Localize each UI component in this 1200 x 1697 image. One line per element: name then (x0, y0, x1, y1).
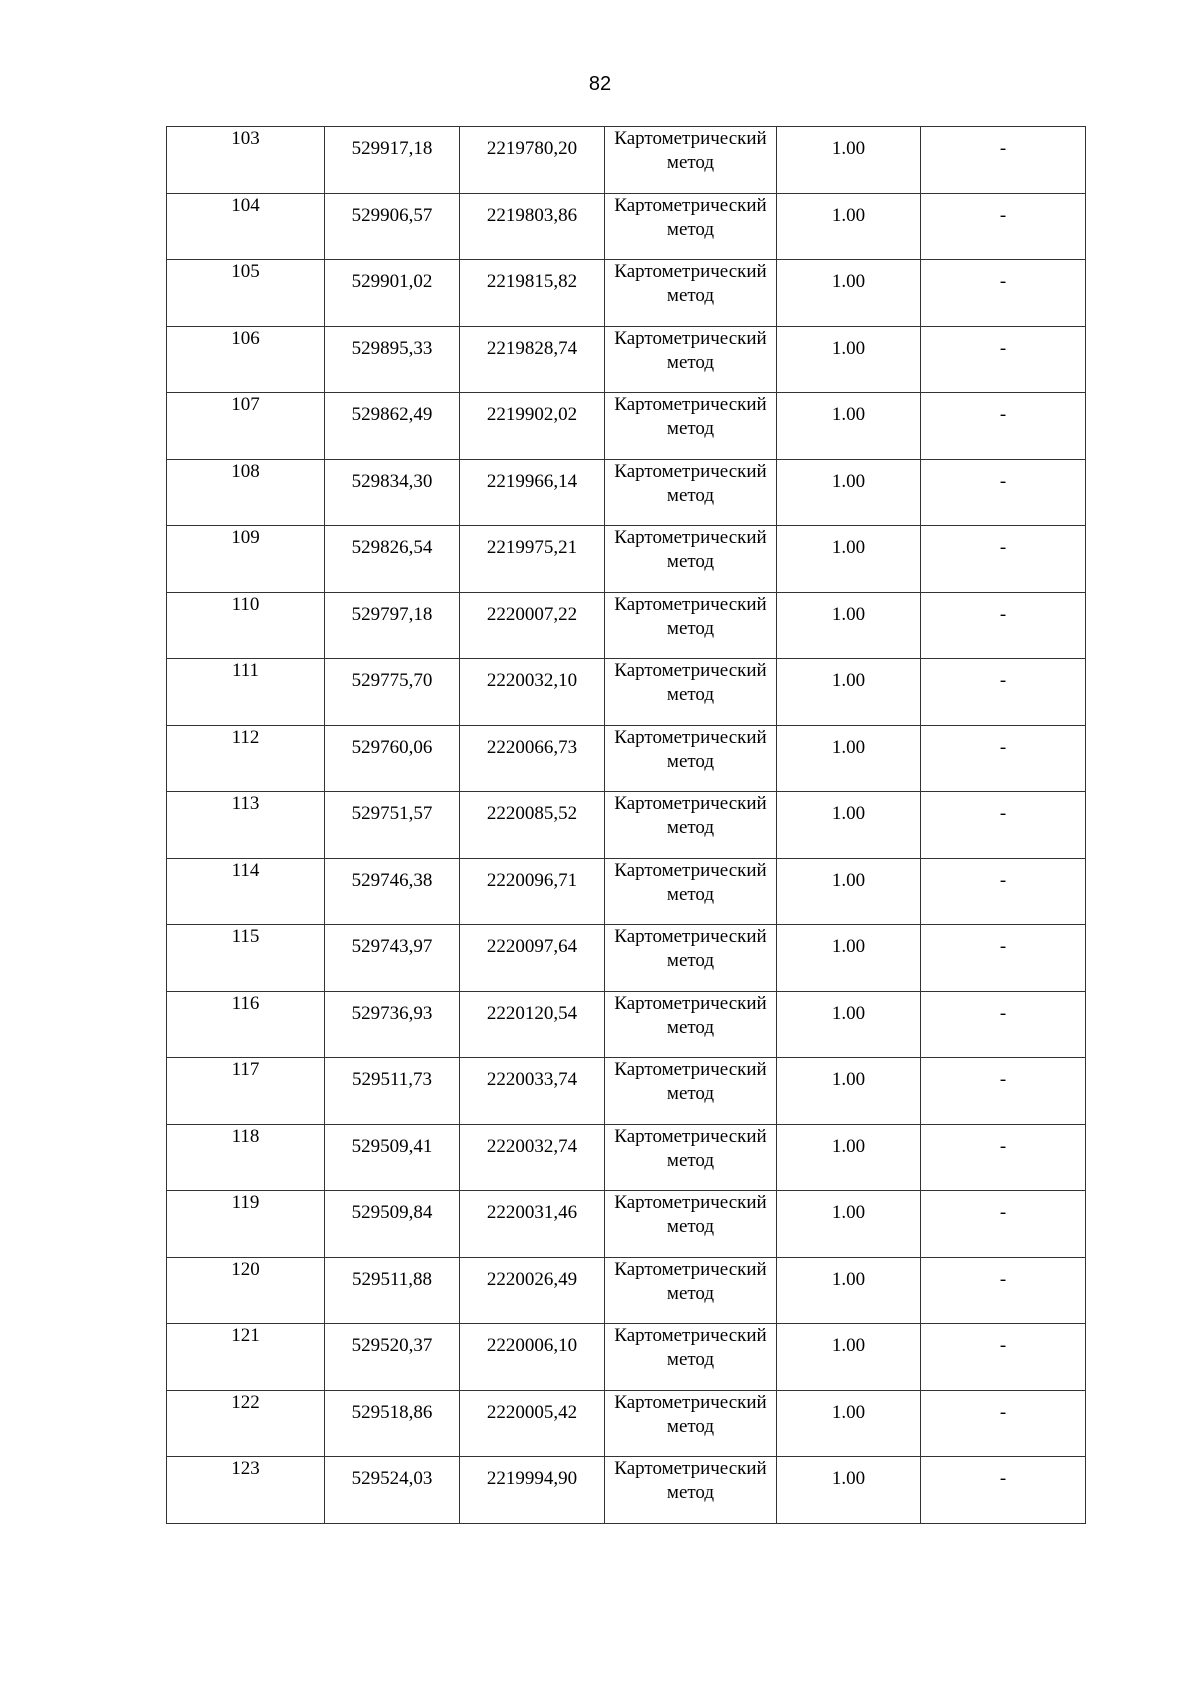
point-number-cell (167, 1191, 325, 1258)
method-line-1: Картометрический (614, 128, 767, 149)
method-line-2: метод (666, 1349, 715, 1370)
point-number: 119 (231, 1192, 260, 1213)
point-number-cell (167, 991, 325, 1058)
y-coordinate: 2220032,10 (486, 670, 578, 691)
x-coordinate: 529524,03 (351, 1468, 433, 1489)
note-cell (921, 459, 1086, 526)
y-coordinate-cell (460, 991, 605, 1058)
accuracy-cell (777, 1191, 921, 1258)
point-number-cell (167, 1257, 325, 1324)
point-number-cell (167, 127, 325, 194)
note-value: - (999, 470, 1007, 492)
note-value: - (999, 271, 1007, 292)
accuracy-value: 1.00 (831, 1268, 866, 1290)
table-row (167, 193, 1086, 260)
point-number-cell (167, 792, 325, 859)
accuracy-value: 1.00 (831, 1135, 866, 1157)
method-line-1: Картометрический (614, 327, 767, 349)
x-coordinate: 529901,02 (351, 271, 433, 292)
accuracy-value: 1.00 (831, 1202, 866, 1223)
y-coordinate: 2220097,64 (486, 936, 578, 957)
point-number: 108 (231, 460, 260, 482)
point-number: 116 (231, 992, 260, 1014)
y-coordinate: 2220120,54 (486, 1002, 578, 1024)
x-coordinate: 529518,86 (351, 1401, 433, 1423)
method-cell (605, 592, 777, 659)
y-coordinate: 2220032,74 (486, 1135, 578, 1157)
point-number: 123 (231, 1458, 260, 1479)
point-number-cell (167, 1390, 325, 1457)
y-coordinate-cell (460, 725, 605, 792)
method-cell (605, 1191, 777, 1258)
x-coordinate-cell (325, 725, 460, 792)
method-cell (605, 1058, 777, 1125)
x-coordinate: 529746,38 (351, 869, 433, 891)
x-coordinate-cell (325, 1324, 460, 1391)
y-coordinate: 2219828,74 (486, 337, 578, 359)
accuracy-cell (777, 725, 921, 792)
point-number: 117 (231, 1059, 260, 1080)
method-cell (605, 393, 777, 460)
accuracy-cell (777, 127, 921, 194)
x-coordinate: 529511,88 (351, 1268, 433, 1290)
point-number: 114 (231, 859, 260, 881)
method-line-1: Картометрический (614, 793, 767, 814)
method-line-2: метод (666, 950, 715, 971)
accuracy-value: 1.00 (831, 1002, 866, 1024)
point-number: 110 (231, 593, 260, 615)
accuracy-cell (777, 792, 921, 859)
method-line-2: метод (666, 1149, 715, 1171)
x-coordinate: 529511,73 (351, 1069, 433, 1090)
note-cell (921, 526, 1086, 593)
x-coordinate-cell (325, 127, 460, 194)
note-value: - (999, 736, 1007, 758)
accuracy-cell (777, 1058, 921, 1125)
method-cell (605, 858, 777, 925)
y-coordinate-cell (460, 659, 605, 726)
point-number: 113 (231, 793, 260, 814)
accuracy-value: 1.00 (831, 138, 866, 159)
method-line-2: метод (666, 617, 715, 639)
accuracy-cell (777, 1390, 921, 1457)
x-coordinate-cell (325, 858, 460, 925)
note-value: - (999, 803, 1007, 824)
point-number-cell (167, 526, 325, 593)
method-line-1: Картометрический (614, 527, 767, 548)
table-row (167, 925, 1086, 992)
note-value: - (999, 603, 1007, 625)
table-row (167, 1390, 1086, 1457)
table-row (167, 1191, 1086, 1258)
x-coordinate: 529826,54 (351, 537, 433, 558)
accuracy-value: 1.00 (831, 1401, 866, 1423)
y-coordinate: 2220005,42 (486, 1401, 578, 1423)
method-line-2: метод (666, 750, 715, 772)
note-cell (921, 991, 1086, 1058)
x-coordinate-cell (325, 393, 460, 460)
method-cell (605, 1257, 777, 1324)
x-coordinate: 529760,06 (351, 736, 433, 758)
method-line-1: Картометрический (614, 1458, 767, 1479)
x-coordinate-cell (325, 991, 460, 1058)
method-line-2: метод (666, 484, 715, 506)
accuracy-value: 1.00 (831, 869, 866, 891)
method-line-1: Картометрический (614, 726, 767, 748)
x-coordinate: 529520,37 (351, 1335, 433, 1356)
table-row (167, 1124, 1086, 1191)
table-row (167, 659, 1086, 726)
note-cell (921, 1324, 1086, 1391)
table-row (167, 991, 1086, 1058)
page-number: 82 (588, 73, 612, 95)
note-value: - (999, 204, 1007, 226)
y-coordinate: 2219902,02 (486, 404, 578, 425)
method-line-2: метод (666, 883, 715, 905)
x-coordinate-cell (325, 526, 460, 593)
point-number: 111 (231, 660, 260, 681)
accuracy-value: 1.00 (831, 603, 866, 625)
x-coordinate-cell (325, 659, 460, 726)
y-coordinate: 2219815,82 (486, 271, 578, 292)
table-row (167, 526, 1086, 593)
accuracy-cell (777, 1324, 921, 1391)
y-coordinate: 2219994,90 (486, 1468, 578, 1489)
note-cell (921, 858, 1086, 925)
point-number: 112 (231, 726, 260, 748)
note-cell (921, 1457, 1086, 1524)
x-coordinate-cell (325, 459, 460, 526)
method-line-1: Картометрический (614, 1258, 767, 1280)
accuracy-cell (777, 260, 921, 327)
y-coordinate-cell (460, 1457, 605, 1524)
point-number-cell (167, 925, 325, 992)
y-coordinate-cell (460, 1058, 605, 1125)
accuracy-value: 1.00 (831, 204, 866, 226)
table-row (167, 858, 1086, 925)
method-cell (605, 725, 777, 792)
point-number: 120 (231, 1258, 260, 1280)
x-coordinate-cell (325, 326, 460, 393)
point-number: 115 (231, 926, 260, 947)
point-number: 121 (231, 1325, 260, 1346)
y-coordinate: 2220066,73 (486, 736, 578, 758)
note-cell (921, 260, 1086, 327)
x-coordinate: 529736,93 (351, 1002, 433, 1024)
note-cell (921, 393, 1086, 460)
y-coordinate: 2220085,52 (486, 803, 578, 824)
coordinates-table (166, 126, 1086, 1524)
x-coordinate-cell (325, 592, 460, 659)
accuracy-value: 1.00 (831, 736, 866, 758)
note-cell (921, 326, 1086, 393)
table-row (167, 326, 1086, 393)
x-coordinate: 529775,70 (351, 670, 433, 691)
table-row (167, 1058, 1086, 1125)
y-coordinate-cell (460, 592, 605, 659)
x-coordinate: 529743,97 (351, 936, 433, 957)
point-number-cell (167, 459, 325, 526)
x-coordinate: 529751,57 (351, 803, 433, 824)
accuracy-cell (777, 659, 921, 726)
note-cell (921, 193, 1086, 260)
y-coordinate: 2220031,46 (486, 1202, 578, 1223)
note-cell (921, 1257, 1086, 1324)
y-coordinate: 2219966,14 (486, 470, 578, 492)
note-value: - (999, 670, 1007, 691)
method-line-2: метод (666, 152, 715, 173)
y-coordinate: 2219780,20 (486, 138, 578, 159)
method-line-1: Картометрический (614, 261, 767, 282)
point-number-cell (167, 1124, 325, 1191)
method-line-2: метод (666, 1415, 715, 1437)
x-coordinate: 529906,57 (351, 204, 433, 226)
x-coordinate-cell (325, 1191, 460, 1258)
accuracy-value: 1.00 (831, 470, 866, 492)
note-value: - (999, 337, 1007, 359)
accuracy-value: 1.00 (831, 537, 866, 558)
point-number-cell (167, 1058, 325, 1125)
method-line-1: Картометрический (614, 593, 767, 615)
method-line-2: метод (666, 1216, 715, 1237)
x-coordinate-cell (325, 925, 460, 992)
y-coordinate-cell (460, 925, 605, 992)
y-coordinate-cell (460, 127, 605, 194)
accuracy-value: 1.00 (831, 803, 866, 824)
note-value: - (999, 1069, 1007, 1090)
method-line-1: Картометрический (614, 992, 767, 1014)
method-line-1: Картометрический (614, 859, 767, 881)
point-number-cell (167, 260, 325, 327)
y-coordinate-cell (460, 193, 605, 260)
coordinates-table-body (167, 127, 1086, 1524)
point-number: 106 (231, 327, 260, 349)
note-value: - (999, 404, 1007, 425)
method-line-2: метод (666, 684, 715, 705)
note-cell (921, 1191, 1086, 1258)
table-row (167, 1457, 1086, 1524)
accuracy-cell (777, 459, 921, 526)
note-cell (921, 127, 1086, 194)
point-number-cell (167, 725, 325, 792)
method-line-2: метод (666, 1083, 715, 1104)
note-cell (921, 725, 1086, 792)
accuracy-value: 1.00 (831, 337, 866, 359)
note-value: - (999, 1202, 1007, 1223)
accuracy-value: 1.00 (831, 1069, 866, 1090)
method-line-2: метод (666, 1016, 715, 1038)
method-cell (605, 925, 777, 992)
accuracy-value: 1.00 (831, 1335, 866, 1356)
x-coordinate-cell (325, 1257, 460, 1324)
y-coordinate-cell (460, 1324, 605, 1391)
method-line-1: Картометрический (614, 1125, 767, 1147)
point-number-cell (167, 659, 325, 726)
point-number: 105 (231, 261, 260, 282)
method-line-2: метод (666, 418, 715, 439)
point-number: 103 (231, 128, 260, 149)
method-line-1: Картометрический (614, 1391, 767, 1413)
table-row (167, 1324, 1086, 1391)
y-coordinate-cell (460, 393, 605, 460)
method-line-1: Картометрический (614, 194, 767, 216)
note-cell (921, 592, 1086, 659)
method-cell (605, 326, 777, 393)
method-line-1: Картометрический (614, 1192, 767, 1213)
x-coordinate: 529895,33 (351, 337, 433, 359)
x-coordinate: 529917,18 (351, 138, 433, 159)
accuracy-cell (777, 1124, 921, 1191)
method-line-1: Картометрический (614, 660, 767, 681)
method-line-1: Картометрический (614, 394, 767, 415)
note-cell (921, 659, 1086, 726)
y-coordinate-cell (460, 858, 605, 925)
point-number-cell (167, 1457, 325, 1524)
table-row (167, 1257, 1086, 1324)
note-cell (921, 1390, 1086, 1457)
method-cell (605, 127, 777, 194)
y-coordinate-cell (460, 1124, 605, 1191)
method-cell (605, 991, 777, 1058)
y-coordinate: 2220096,71 (486, 869, 578, 891)
y-coordinate-cell (460, 792, 605, 859)
y-coordinate-cell (460, 526, 605, 593)
method-cell (605, 193, 777, 260)
accuracy-cell (777, 393, 921, 460)
method-cell (605, 1324, 777, 1391)
point-number-cell (167, 592, 325, 659)
x-coordinate: 529509,41 (351, 1135, 433, 1157)
note-value: - (999, 138, 1007, 159)
accuracy-cell (777, 1457, 921, 1524)
method-line-2: метод (666, 1482, 715, 1503)
point-number-cell (167, 393, 325, 460)
note-value: - (999, 1401, 1007, 1423)
point-number-cell (167, 858, 325, 925)
accuracy-cell (777, 1257, 921, 1324)
accuracy-cell (777, 858, 921, 925)
method-line-1: Картометрический (614, 1059, 767, 1080)
method-cell (605, 659, 777, 726)
y-coordinate: 2219975,21 (486, 537, 578, 558)
x-coordinate-cell (325, 193, 460, 260)
y-coordinate-cell (460, 459, 605, 526)
y-coordinate-cell (460, 326, 605, 393)
table-row (167, 393, 1086, 460)
point-number-cell (167, 193, 325, 260)
accuracy-cell (777, 326, 921, 393)
method-cell (605, 792, 777, 859)
method-line-2: метод (666, 817, 715, 838)
table-row (167, 792, 1086, 859)
method-cell (605, 260, 777, 327)
accuracy-value: 1.00 (831, 271, 866, 292)
accuracy-cell (777, 193, 921, 260)
y-coordinate: 2220026,49 (486, 1268, 578, 1290)
accuracy-value: 1.00 (831, 670, 866, 691)
accuracy-cell (777, 526, 921, 593)
note-cell (921, 1058, 1086, 1125)
point-number: 122 (231, 1391, 260, 1413)
note-value: - (999, 869, 1007, 891)
accuracy-cell (777, 925, 921, 992)
point-number: 107 (231, 394, 260, 415)
method-line-1: Картометрический (614, 926, 767, 947)
y-coordinate: 2219803,86 (486, 204, 578, 226)
table-row (167, 459, 1086, 526)
x-coordinate-cell (325, 1058, 460, 1125)
y-coordinate-cell (460, 1257, 605, 1324)
x-coordinate: 529509,84 (351, 1202, 433, 1223)
note-cell (921, 925, 1086, 992)
accuracy-cell (777, 592, 921, 659)
x-coordinate-cell (325, 792, 460, 859)
method-line-1: Картометрический (614, 460, 767, 482)
note-value: - (999, 1468, 1007, 1489)
point-number-cell (167, 326, 325, 393)
table-row (167, 127, 1086, 194)
y-coordinate-cell (460, 1390, 605, 1457)
method-line-2: метод (666, 1282, 715, 1304)
note-value: - (999, 936, 1007, 957)
x-coordinate-cell (325, 1457, 460, 1524)
note-cell (921, 1124, 1086, 1191)
note-value: - (999, 1002, 1007, 1024)
method-cell (605, 1124, 777, 1191)
accuracy-value: 1.00 (831, 404, 866, 425)
note-cell (921, 792, 1086, 859)
y-coordinate: 2220006,10 (486, 1335, 578, 1356)
method-cell (605, 526, 777, 593)
y-coordinate-cell (460, 260, 605, 327)
method-line-2: метод (666, 351, 715, 373)
x-coordinate-cell (325, 1124, 460, 1191)
note-value: - (999, 1335, 1007, 1356)
point-number-cell (167, 1324, 325, 1391)
y-coordinate-cell (460, 1191, 605, 1258)
x-coordinate: 529797,18 (351, 603, 433, 625)
table-row (167, 725, 1086, 792)
point-number: 104 (231, 194, 260, 216)
note-value: - (999, 537, 1007, 558)
point-number: 109 (231, 527, 260, 548)
accuracy-value: 1.00 (831, 1468, 866, 1489)
point-number: 118 (231, 1125, 260, 1147)
table-row (167, 260, 1086, 327)
method-cell (605, 1390, 777, 1457)
x-coordinate: 529834,30 (351, 470, 433, 492)
method-line-2: метод (666, 285, 715, 306)
x-coordinate-cell (325, 1390, 460, 1457)
method-line-2: метод (666, 218, 715, 240)
table-row (167, 592, 1086, 659)
method-line-2: метод (666, 551, 715, 572)
y-coordinate: 2220033,74 (486, 1069, 578, 1090)
note-value: - (999, 1135, 1007, 1157)
method-line-1: Картометрический (614, 1325, 767, 1346)
accuracy-value: 1.00 (831, 936, 866, 957)
accuracy-cell (777, 991, 921, 1058)
x-coordinate: 529862,49 (351, 404, 433, 425)
note-value: - (999, 1268, 1007, 1290)
method-cell (605, 1457, 777, 1524)
x-coordinate-cell (325, 260, 460, 327)
method-cell (605, 459, 777, 526)
y-coordinate: 2220007,22 (486, 603, 578, 625)
